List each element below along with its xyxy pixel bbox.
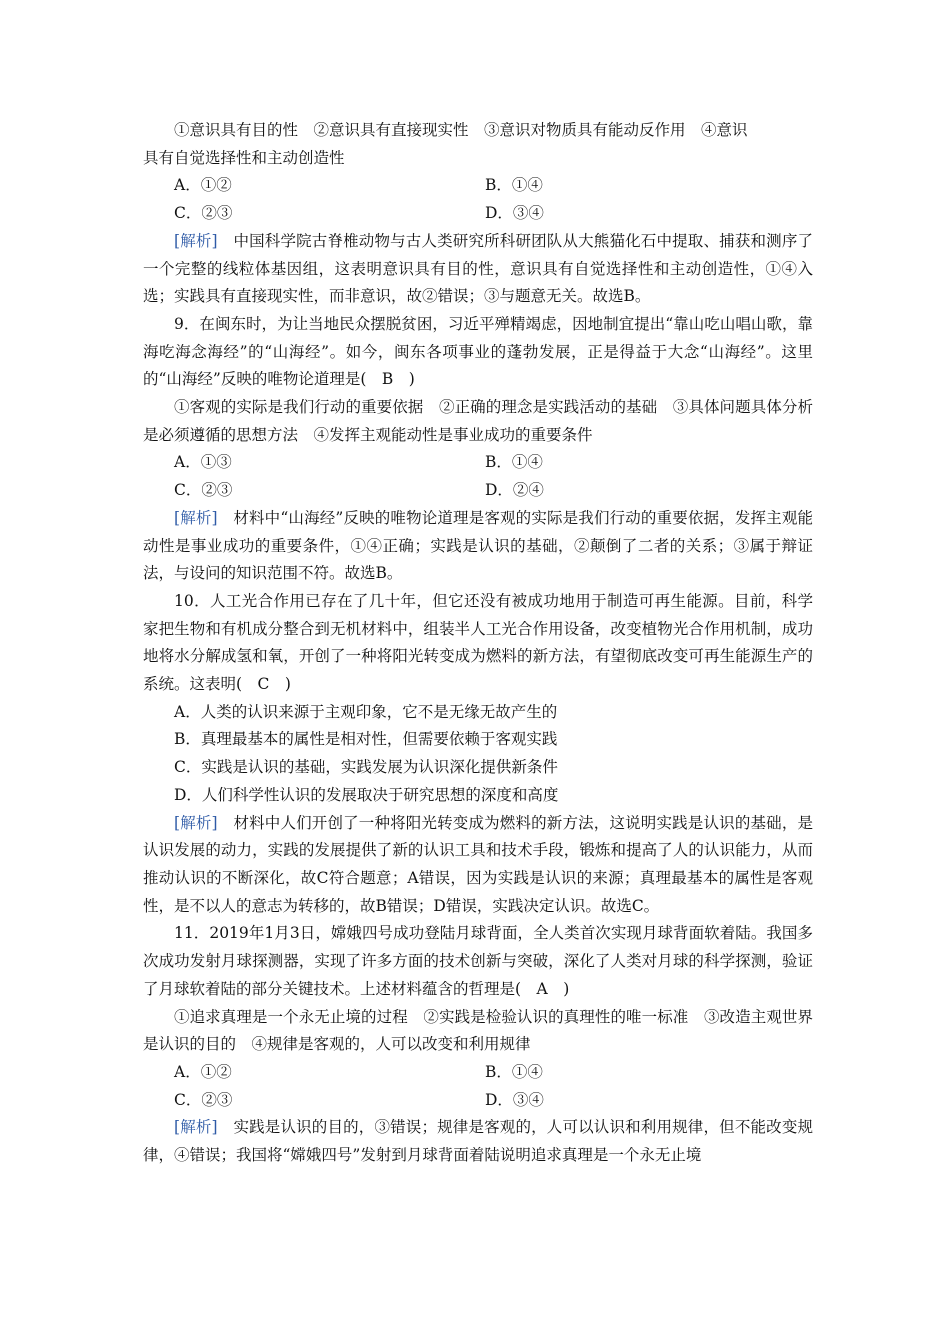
q10-option-a: A．人类的认识来源于主观印象，它不是无缘无故产生的 [174,702,558,721]
q8-option-a: A．①② [174,176,232,195]
q8-option-c: C．②③ [174,204,233,223]
q11-options-row-1 [143,1059,813,1087]
q10-option-d: D．人们科学性认识的发展取决于研究思想的深度和高度 [174,785,559,804]
q10-stem: 10．人工光合作用已存在了几十年，但它还没有被成功地用于制造可再生能源。目前，科学家把生物和有机成分整合到无机材料中，组装半人工光合作用设备，改变植物光合作用机制，成功地将水分解成氢和氧，开创了一种将阳光转变成为燃料的新方法，有望彻底改变可再生能源生产的系统。这表明( C ) [143,591,813,694]
analysis-tag: [解析] [174,813,218,832]
q8-analysis: [解析] 中国科学院古脊椎动物与古人类研究所科研团队从大熊猫化石中提取、捕获和测序了一个完整的线粒体基因组，这表明意识具有目的性，意识具有自觉选择性和主动创造性，①④入选；实践具有直接现实性，而非意识，故②错误；③与题意无关。故选B。 [143,231,813,306]
q9-option-a: A．①③ [174,453,232,472]
q8-option-b: B．①④ [485,176,543,195]
q8-option-d: D．③④ [485,204,544,223]
q11-analysis: [解析] 实践是认识的目的，③错误；规律是客观的，人可以认识和利用规律，但不能改变规律，④错误；我国将“嫦娥四号”发射到月球背面着陆说明追求真理是一个永无止境 [143,1118,813,1165]
q11-option-c: C．②③ [174,1090,233,1109]
analysis-tag: [解析] [174,231,218,250]
q10-option-b: B．真理最基本的属性是相对性，但需要依赖于客观实践 [174,730,558,749]
q8-options-row-2 [143,200,813,228]
q9-options-row-1 [143,449,813,477]
q9-analysis: [解析] 材料中“山海经”反映的唯物论道理是客观的实际是我们行动的重要依据，发挥主观能动性是事业成功的重要条件，①④正确；实践是认识的基础，②颠倒了二者的关系；③属于辩证法，与设问的知识范围不符。故选B。 [143,508,813,583]
q11-option-a: A．①② [174,1062,232,1081]
q11-options-row-2 [143,1087,813,1115]
q11-option-b: B．①④ [485,1062,543,1081]
analysis-tag: [解析] [174,508,218,527]
q11-stem: 11．2019年1月3日，嫦娥四号成功登陆月球背面，全人类首次实现月球背面软着陆。我国多次成功发射月球探测器，实现了许多方面的技术创新与突破，深化了人类对月球的科学探测，验证了月球软着陆的部分关键技术。上述材料蕴含的哲理是( A ) [143,924,813,998]
analysis-tag: [解析] [174,1118,218,1137]
q9-statements: ①客观的实际是我们行动的重要依据 ②正确的理念是实践活动的基础 ③具体问题具体分析是必须遵循的思想方法 ④发挥主观能动性是事业成功的重要条件 [143,398,813,444]
q9-options-row-2 [143,477,813,505]
q8-options-row-1 [143,172,813,200]
q11-option-d: D．③④ [485,1090,544,1109]
q11-statements: ①追求真理是一个永无止境的过程 ②实践是检验认识的真理性的唯一标准 ③改造主观世界是认识的目的 ④规律是客观的，人可以改变和利用规律 [143,1007,813,1054]
q9-option-b: B．①④ [485,453,543,472]
q8-statements: ①意识具有目的性 ②意识具有直接现实性 ③意识对物质具有能动反作用 ④意识 [174,121,748,139]
q10-option-c: C．实践是认识的基础，实践发展为认识深化提供新条件 [174,758,558,777]
q9-option-c: C．②③ [174,481,233,500]
q8-statements-cont: 具有自觉选择性和主动创造性 [143,148,345,167]
document-page [143,117,813,1170]
q9-option-d: D．②④ [485,481,544,500]
q9-stem: 9．在闽东时，为让当地民众摆脱贫困，习近平殚精竭虑，因地制宜提出“靠山吃山唱山歌，靠海吃海念海经”的“山海经”。如今，闽东各项事业的蓬勃发展，正是得益于大念“山海经”。这里的“山海经”反映的唯物论道理是( B ) [143,314,813,389]
q10-analysis: [解析] 材料中人们开创了一种将阳光转变成为燃料的新方法，这说明实践是认识的基础，是认识发展的动力，实践的发展提供了新的认识工具和技术手段，锻炼和提高了人的认识能力，从而推动认识的不断深化，故C符合题意；A错误，因为实践是认识的来源；真理最基本的属性是客观性，是不以人的意志为转移的，故B错误；D错误，实践决定认识。故选C。 [143,813,813,915]
